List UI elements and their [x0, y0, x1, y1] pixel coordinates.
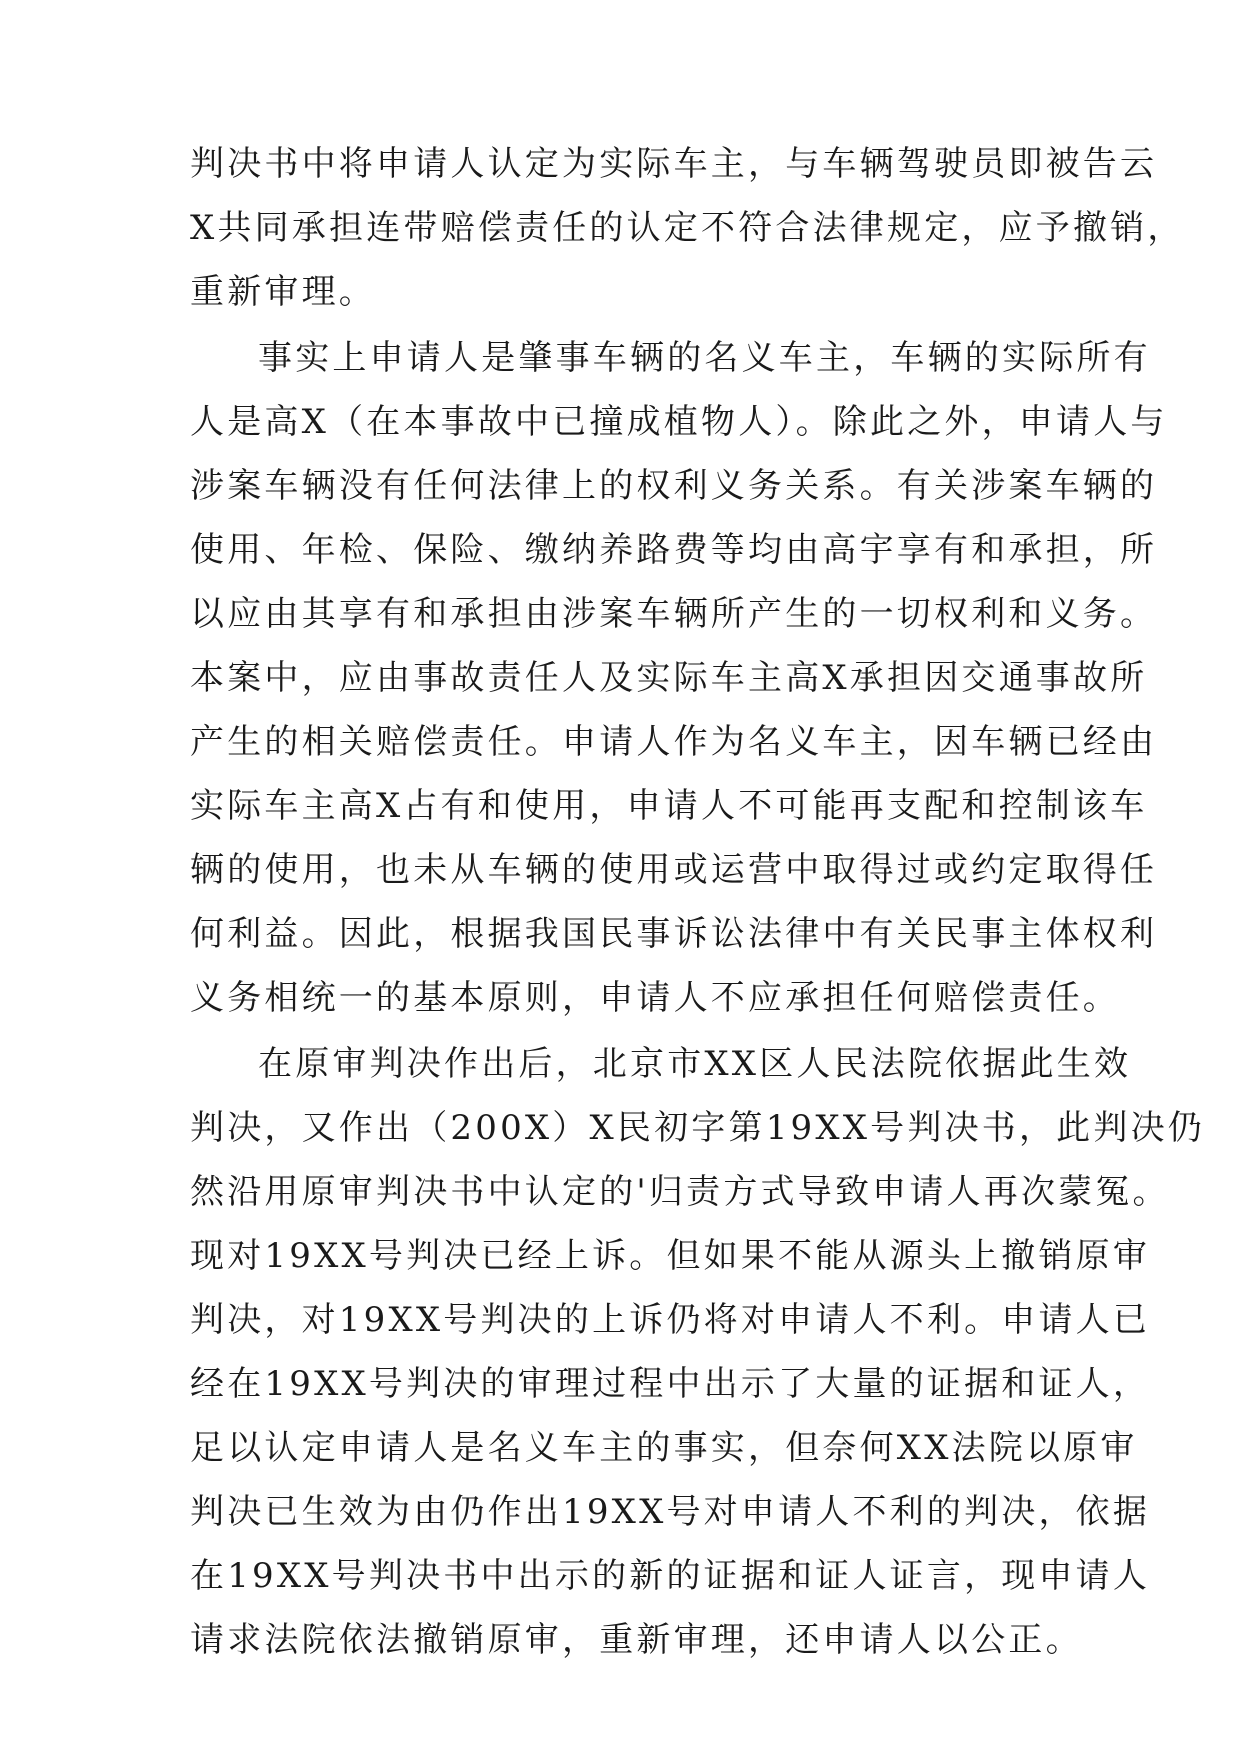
- paragraph-2-line-4: 使用、年检、保险、缴纳养路费等均由高宇享有和承担，所: [190, 530, 1158, 570]
- paragraph-2-line-7: 产生的相关赔偿责任。申请人作为名义车主，因车辆已经由: [190, 722, 1158, 762]
- paragraph-3-line-9: 在19XX号判决书中出示的新的证据和证人证言，现申请人: [190, 1556, 1151, 1596]
- paragraph-3-line-7: 足以认定申请人是名义车主的事实，但奈何XX法院以原审: [190, 1428, 1138, 1468]
- paragraph-2-line-3: 涉案车辆没有任何法律上的权利义务关系。有关涉案车辆的: [190, 466, 1158, 506]
- paragraph-1-line-2: X共同承担连带赔偿责任的认定不符合法律规定，应予撤销，: [190, 208, 1185, 248]
- paragraph-1-line-1: 判决书中将申请人认定为实际车主，与车辆驾驶员即被告云: [190, 144, 1158, 184]
- paragraph-3-line-8: 判决已生效为由仍作出19XX号对申请人不利的判决，依据: [190, 1492, 1151, 1532]
- paragraph-3-line-5: 判决，对19XX号判决的上诉仍将对申请人不利。申请人已: [190, 1300, 1151, 1340]
- paragraph-3-line-1: 在原审判决作出后，北京市XX区人民法院依据此生效: [258, 1044, 1132, 1084]
- paragraph-2-line-10: 何利益。因此，根据我国民事诉讼法律中有关民事主体权利: [190, 914, 1158, 954]
- paragraph-3-line-6: 经在19XX号判决的审理过程中出示了大量的证据和证人，: [190, 1364, 1151, 1404]
- paragraph-2-line-2: 人是高X（在本事故中已撞成植物人）。除此之外，申请人与: [190, 402, 1168, 442]
- paragraph-2-line-9: 辆的使用，也未从车辆的使用或运营中取得过或约定取得任: [190, 850, 1158, 890]
- paragraph-3-line-3: 然沿用原审判决书中认定的'归责方式导致申请人再次蒙冤。: [190, 1172, 1170, 1212]
- paragraph-1-line-3: 重新审理。: [190, 272, 376, 312]
- paragraph-2-line-5: 以应由其享有和承担由涉案车辆所产生的一切权利和义务。: [190, 594, 1158, 634]
- paragraph-3-line-10: 请求法院依法撤销原审，重新审理，还申请人以公正。: [190, 1620, 1083, 1660]
- paragraph-2-line-6: 本案中，应由事故责任人及实际车主高X承担因交通事故所: [190, 658, 1148, 698]
- paragraph-3-line-4: 现对19XX号判决已经上诉。但如果不能从源头上撤销原审: [190, 1236, 1151, 1276]
- paragraph-2-line-11: 义务相统一的基本原则，申请人不应承担任何赔偿责任。: [190, 978, 1120, 1018]
- paragraph-3-line-2: 判决，又作出（200X）X民初字第19XX号判决书，此判决仍: [190, 1108, 1205, 1148]
- paragraph-2-line-1: 事实上申请人是肇事车辆的名义车主，车辆的实际所有: [258, 338, 1151, 378]
- paragraph-2-line-8: 实际车主高X占有和使用，申请人不可能再支配和控制该车: [190, 786, 1148, 826]
